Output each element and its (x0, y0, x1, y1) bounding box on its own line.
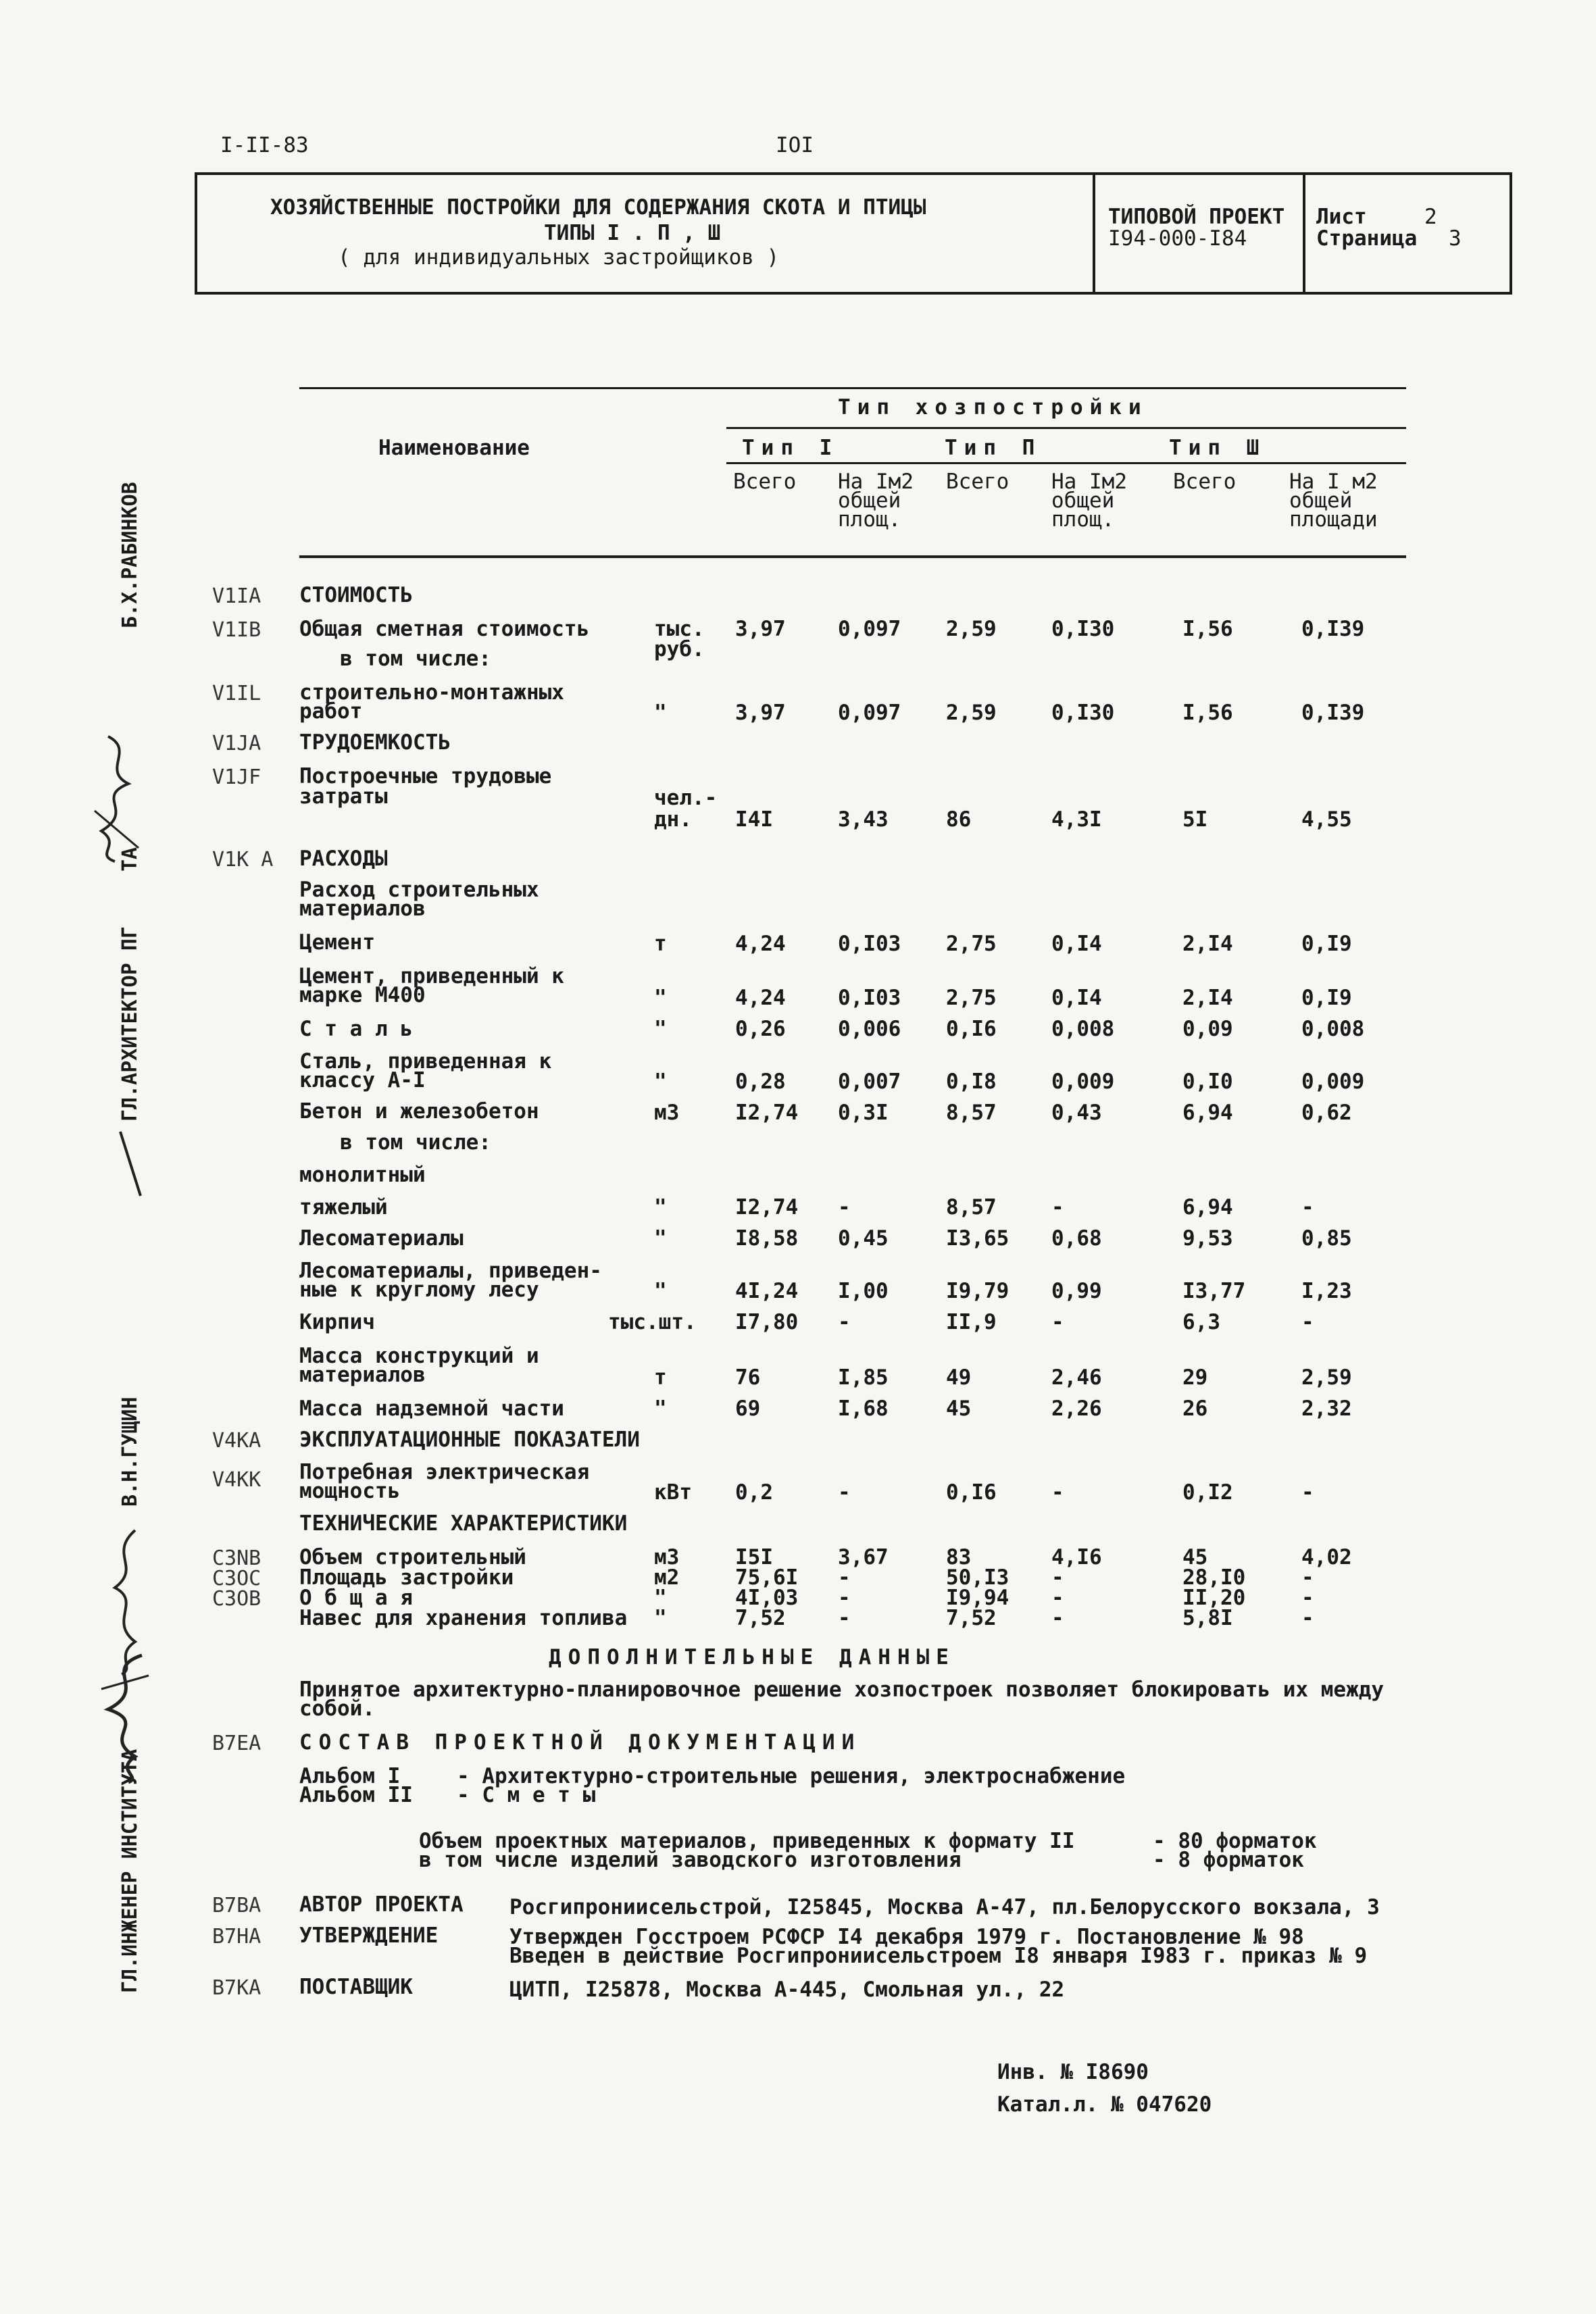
t1-per-m2-b: общей (838, 488, 901, 513)
t3-per-m2-b: общей (1289, 488, 1353, 513)
row-code: C3NB (212, 1546, 261, 1570)
volume-value-2: - 8 форматок (1153, 1848, 1304, 1872)
row-name: строительно-монтажных (299, 680, 564, 705)
row-unit: кВт (654, 1480, 692, 1505)
cell-t2-per-m2: - (1051, 1586, 1064, 1610)
row-unit: " (654, 986, 667, 1010)
cell-t2-total: 2,59 (946, 701, 997, 725)
cell-t2-total: 2,59 (946, 617, 997, 641)
project-label: ТИПОВОЙ ПРОЕКТ (1108, 205, 1285, 229)
row-unit: тыс.шт. (608, 1310, 697, 1334)
row-name: в том числе: (340, 647, 491, 671)
cell-t3-total: 0,09 (1182, 1017, 1233, 1041)
t3-per-m2-c: площади (1289, 507, 1378, 532)
row-name-2: материалов (299, 1363, 426, 1387)
margin-chief-architect: ГЛ.АРХИТЕКТОР ПГ (118, 926, 142, 1122)
composition-code: B7EA (212, 1732, 261, 1755)
row-name-2: марке М400 (299, 983, 426, 1007)
additional-heading: ДОПОЛНИТЕЛЬНЫЕ ДАННЫЕ (549, 1645, 955, 1669)
approval-code: B7HA (212, 1925, 261, 1948)
cell-t1-total: 4I,03 (735, 1586, 799, 1610)
cell-t3-per-m2: 0,I9 (1301, 986, 1352, 1010)
cell-t1-per-m2: - (838, 1310, 851, 1334)
volume-line-2: в том числе изделий заводского изготовления (419, 1848, 962, 1872)
approval-text-2: Введен в действие Росгипрониисельстроем I8 января I983 г. приказ № 9 (509, 1944, 1368, 1968)
cell-t2-total: 86 (946, 807, 972, 832)
row-code: V4KA (212, 1429, 261, 1453)
cell-t1-total: I2,74 (735, 1101, 799, 1125)
row-unit-2: дн. (654, 807, 692, 832)
cell-t2-total: 50,I3 (946, 1565, 1009, 1590)
name-column-header: Наименование (378, 436, 530, 460)
divider-slash (114, 1128, 147, 1207)
row-code: V1JA (212, 732, 261, 755)
row-name: С т а л ь (299, 1017, 413, 1041)
row-name: Навес для хранения топлива (299, 1606, 628, 1630)
title-line-2: ТИПЫ I . П , Ш (544, 221, 721, 245)
cell-t2-total: 8,57 (946, 1101, 997, 1125)
row-name: Цемент, приведенный к (299, 964, 564, 988)
cell-t2-per-m2: - (1051, 1480, 1064, 1505)
cell-t1-per-m2: 0,006 (838, 1017, 901, 1041)
cell-t1-per-m2: - (838, 1606, 851, 1630)
approval-text-1: Утвержден Госстроем РСФСР I4 декабря 1979 г. Постановление № 98 (509, 1925, 1304, 1949)
cell-t1-per-m2: - (838, 1586, 851, 1610)
album-2-label: Альбом II (299, 1783, 413, 1807)
cell-t3-per-m2: 0,I39 (1301, 617, 1365, 641)
cell-t3-total: 2,I4 (1182, 986, 1233, 1010)
cell-t1-total: I8,58 (735, 1226, 799, 1251)
cell-t3-per-m2: 2,32 (1301, 1397, 1352, 1421)
sheet-label: Лист (1316, 205, 1367, 229)
cell-t2-per-m2: 0,68 (1051, 1226, 1102, 1251)
t2-total-header: Всего (946, 470, 1009, 494)
cell-t1-per-m2: - (838, 1480, 851, 1505)
cell-t2-per-m2: 0,99 (1051, 1279, 1102, 1303)
cell-t2-per-m2: - (1051, 1310, 1064, 1334)
row-name: тяжелый (299, 1195, 388, 1219)
cell-t3-total: 6,94 (1182, 1101, 1233, 1125)
cell-t1-total: 75,6I (735, 1565, 799, 1590)
cell-t1-total: 0,2 (735, 1480, 773, 1505)
cell-t2-total: 0,I6 (946, 1480, 997, 1505)
cell-t1-per-m2: I,68 (838, 1397, 889, 1421)
row-name-2: классу А-I (299, 1068, 426, 1092)
margin-ta: ТА (118, 847, 142, 872)
cell-t3-per-m2: 0,I39 (1301, 701, 1365, 725)
approval-label: УТВЕРЖДЕНИЕ (299, 1923, 439, 1948)
author-label: АВТОР ПРОЕКТА (299, 1892, 464, 1917)
row-unit: " (654, 1397, 667, 1421)
cell-t2-per-m2: 0,I30 (1051, 701, 1115, 725)
cell-t2-per-m2: 4,I6 (1051, 1545, 1102, 1569)
cell-t2-per-m2: 0,009 (1051, 1070, 1115, 1094)
group-header: Тип хозпостройки (838, 395, 1148, 420)
inventory-number: Инв. № I8690 (997, 2060, 1149, 2084)
cell-t3-total: 6,94 (1182, 1195, 1233, 1219)
cell-t1-per-m2: 0,097 (838, 617, 901, 641)
row-unit: " (654, 1279, 667, 1303)
cell-t3-per-m2: 0,85 (1301, 1226, 1352, 1251)
cell-t2-total: 49 (946, 1365, 972, 1390)
row-unit-2: руб. (654, 637, 705, 661)
row-code: V1JF (212, 765, 261, 789)
row-code: V1IB (212, 618, 261, 642)
cell-t3-per-m2: 0,008 (1301, 1017, 1365, 1041)
t3-total-header: Всего (1173, 470, 1237, 494)
cell-t2-per-m2: - (1051, 1606, 1064, 1630)
cell-t3-per-m2: 2,59 (1301, 1365, 1352, 1390)
row-name: Объем строительный (299, 1545, 526, 1569)
t3-per-m2-a: На I м2 (1289, 470, 1378, 494)
row-code: V4KK (212, 1468, 261, 1492)
page-label: Страница (1316, 226, 1418, 251)
cell-t1-total: 4,24 (735, 986, 786, 1010)
cell-t3-total: 0,I2 (1182, 1480, 1233, 1505)
row-name: Потребная электрическая (299, 1460, 590, 1484)
cell-t3-total: 6,3 (1182, 1310, 1220, 1334)
row-name: ЭКСПЛУАТАЦИОННЫЕ ПОКАЗАТЕЛИ (299, 1428, 640, 1452)
row-name: Общая сметная стоимость (299, 617, 590, 641)
cell-t1-per-m2: I,85 (838, 1365, 889, 1390)
cell-t3-per-m2: - (1301, 1195, 1314, 1219)
cell-t3-total: 9,53 (1182, 1226, 1233, 1251)
additional-text-1: Принятое архитектурно-планировочное решение хозпостроек позволяет блокировать их между (299, 1678, 1385, 1702)
cell-t1-per-m2: 3,43 (838, 807, 889, 832)
row-unit: м3 (654, 1545, 680, 1569)
row-name: Построечные трудовые (299, 764, 552, 788)
row-name: Расход строительных (299, 878, 539, 902)
type3-header: Тип Ш (1169, 436, 1266, 460)
cell-t3-total: I,56 (1182, 701, 1233, 725)
cell-t1-total: I7,80 (735, 1310, 799, 1334)
cell-t1-per-m2: - (838, 1565, 851, 1590)
cell-t3-per-m2: - (1301, 1586, 1314, 1610)
t2-per-m2-c: площ. (1051, 507, 1115, 532)
cell-t1-total: 3,97 (735, 701, 786, 725)
row-unit: " (654, 1606, 667, 1630)
row-code: V1IL (212, 682, 261, 705)
margin-signature-rabinkov: Б.Х.РАБИНКОВ (118, 482, 142, 628)
album-2-text: - С м е т ы (457, 1783, 596, 1807)
row-name: Сталь, приведенная к (299, 1049, 552, 1074)
row-name: ТЕХНИЧЕСКИЕ ХАРАКТЕРИСТИКИ (299, 1511, 628, 1536)
cell-t2-per-m2: 0,008 (1051, 1017, 1115, 1041)
row-unit: " (654, 1226, 667, 1251)
t1-per-m2-a: На Iм2 (838, 470, 914, 494)
cell-t2-total: 2,75 (946, 986, 997, 1010)
row-unit: " (654, 1070, 667, 1094)
cell-t1-total: 69 (735, 1397, 761, 1421)
row-name-2: затраты (299, 784, 388, 809)
row-name: ТРУДОЕМКОСТЬ (299, 730, 451, 755)
cell-t2-total: 0,I6 (946, 1017, 997, 1041)
cell-t2-per-m2: 0,I4 (1051, 986, 1102, 1010)
album-1-label: Альбом I (299, 1764, 401, 1788)
row-unit: м2 (654, 1565, 680, 1590)
signature-3 (88, 1649, 162, 1788)
cell-t1-total: I5I (735, 1545, 773, 1569)
cell-t1-total: 76 (735, 1365, 761, 1390)
cell-t2-per-m2: 4,3I (1051, 807, 1102, 832)
type1-header: Тип I (742, 436, 839, 460)
cell-t1-total: 0,26 (735, 1017, 786, 1041)
cell-t3-per-m2: - (1301, 1310, 1314, 1334)
cell-t2-total: II,9 (946, 1310, 997, 1334)
row-unit: " (654, 1017, 667, 1041)
cell-t3-per-m2: - (1301, 1565, 1314, 1590)
row-unit: тыс. (654, 617, 705, 641)
cell-t2-total: I9,79 (946, 1279, 1009, 1303)
type2-header: Тип П (945, 436, 1042, 460)
row-unit: " (654, 1586, 667, 1610)
cell-t1-per-m2: 0,I03 (838, 986, 901, 1010)
row-name: Цемент (299, 930, 375, 955)
cell-t2-total: I3,65 (946, 1226, 1009, 1251)
row-unit: т (654, 932, 667, 956)
cell-t3-total: 45 (1182, 1545, 1208, 1569)
page-value: 3 (1449, 226, 1462, 251)
row-name: Площадь застройки (299, 1565, 514, 1590)
additional-text-2: собой. (299, 1696, 375, 1721)
cell-t1-per-m2: 0,3I (838, 1101, 889, 1125)
cell-t2-total: 0,I8 (946, 1070, 997, 1094)
row-name: Масса надземной части (299, 1397, 564, 1421)
cell-t2-per-m2: 0,I4 (1051, 932, 1102, 956)
cell-t2-per-m2: 2,26 (1051, 1397, 1102, 1421)
cell-t2-total: I9,94 (946, 1586, 1009, 1610)
cell-t2-total: 83 (946, 1545, 972, 1569)
row-name: Лесоматериалы (299, 1226, 464, 1251)
cell-t2-per-m2: - (1051, 1565, 1064, 1590)
row-name: Бетон и железобетон (299, 1099, 539, 1124)
cell-t1-per-m2: 3,67 (838, 1545, 889, 1569)
row-name: Лесоматериалы, приведен- (299, 1259, 602, 1283)
row-name-2: материалов (299, 897, 426, 921)
margin-chief-engineer: ГЛ.ИНЖЕНЕР ИНСТИТУТА (118, 1749, 142, 1993)
cell-t3-total: I,56 (1182, 617, 1233, 641)
cell-t3-total: II,20 (1182, 1586, 1246, 1610)
cell-t3-per-m2: 4,02 (1301, 1545, 1352, 1569)
row-code: C3OC (212, 1567, 261, 1590)
cell-t3-per-m2: 4,55 (1301, 807, 1352, 832)
row-code: V1K A (212, 848, 274, 872)
project-number: I94-000-I84 (1108, 226, 1247, 251)
row-name: Кирпич (299, 1310, 375, 1334)
row-name: РАСХОДЫ (299, 847, 388, 871)
cell-t3-total: 26 (1182, 1397, 1208, 1421)
author-code: B7BA (212, 1894, 261, 1917)
cell-t1-total: 0,28 (735, 1070, 786, 1094)
title-line-1: ХОЗЯЙСТВЕННЫЕ ПОСТРОЙКИ ДЛЯ СОДЕРЖАНИЯ СКОТА И ПТИЦЫ (270, 195, 926, 220)
row-unit: м3 (654, 1101, 680, 1125)
composition-heading: СОСТАВ ПРОЕКТНОЙ ДОКУМЕНТАЦИИ (299, 1730, 862, 1755)
cell-t3-per-m2: I,23 (1301, 1279, 1352, 1303)
t2-per-m2-b: общей (1051, 488, 1115, 513)
cell-t3-total: I3,77 (1182, 1279, 1246, 1303)
volume-value-1: - 80 форматок (1153, 1829, 1317, 1853)
cell-t3-per-m2: - (1301, 1480, 1314, 1505)
cell-t3-per-m2: 0,62 (1301, 1101, 1352, 1125)
t2-per-m2-a: На Iм2 (1051, 470, 1127, 494)
cell-t1-total: 3,97 (735, 617, 786, 641)
catalog-number: Катал.л. № 047620 (997, 2092, 1212, 2117)
cell-t1-per-m2: 0,I03 (838, 932, 901, 956)
row-name-2: мощность (299, 1479, 401, 1503)
row-code: V1IA (212, 584, 261, 608)
margin-gushchin: В.Н.ГУЩИН (118, 1397, 142, 1507)
cell-t3-total: 2,I4 (1182, 932, 1233, 956)
row-name: О б щ а я (299, 1586, 413, 1610)
title-line-3: ( для индивидуальных застройщиков ) (338, 245, 780, 270)
album-1-text: - Архитектурно-строительные решения, электроснабжение (457, 1764, 1126, 1788)
supplier-label: ПОСТАВЩИК (299, 1975, 413, 1999)
cell-t2-total: 2,75 (946, 932, 997, 956)
cell-t3-per-m2: - (1301, 1606, 1314, 1630)
cell-t2-per-m2: 0,43 (1051, 1101, 1102, 1125)
cell-t3-total: 5,8I (1182, 1606, 1233, 1630)
row-name: СТОИМОСТЬ (299, 583, 413, 607)
row-unit: т (654, 1365, 667, 1390)
cell-t2-total: 7,52 (946, 1606, 997, 1630)
cell-t3-per-m2: 0,I9 (1301, 932, 1352, 956)
cell-t3-total: 29 (1182, 1365, 1208, 1390)
row-name-2: ные к круглому лесу (299, 1278, 539, 1302)
cell-t1-per-m2: 0,007 (838, 1070, 901, 1094)
cell-t2-total: 45 (946, 1397, 972, 1421)
cell-t1-total: 4I,24 (735, 1279, 799, 1303)
cell-t3-total: 28,I0 (1182, 1565, 1246, 1590)
cell-t2-total: 8,57 (946, 1195, 997, 1219)
cell-t2-per-m2: 2,46 (1051, 1365, 1102, 1390)
row-unit: чел.- (654, 786, 718, 810)
page-number: IOI (776, 133, 814, 157)
sheet-value: 2 (1424, 205, 1437, 229)
row-unit: " (654, 1195, 667, 1219)
volume-line-1: Объем проектных материалов, приведенных к формату II (419, 1829, 1075, 1853)
t1-total-header: Всего (733, 470, 797, 494)
cell-t1-total: 4,24 (735, 932, 786, 956)
cell-t1-per-m2: 0,097 (838, 701, 901, 725)
cell-t1-total: 7,52 (735, 1606, 786, 1630)
author-text: Росгипрониисельстрой, I25845, Москва А-47, пл.Белорусского вокзала, 3 (509, 1895, 1380, 1919)
cell-t2-per-m2: - (1051, 1195, 1064, 1219)
cell-t1-per-m2: - (838, 1195, 851, 1219)
row-name: монолитный (299, 1163, 426, 1187)
cell-t1-total: I4I (735, 807, 773, 832)
row-name: в том числе: (340, 1130, 491, 1155)
cell-t2-per-m2: 0,I30 (1051, 617, 1115, 641)
cell-t3-total: 5I (1182, 807, 1208, 832)
cell-t1-total: I2,74 (735, 1195, 799, 1219)
row-name-2: работ (299, 699, 363, 724)
cell-t1-per-m2: I,00 (838, 1279, 889, 1303)
supplier-code: B7KA (212, 1976, 261, 2000)
doc-code: I-II-83 (220, 133, 309, 157)
row-code: C3OB (212, 1587, 261, 1611)
row-unit: " (654, 701, 667, 725)
t1-per-m2-c: площ. (838, 507, 901, 532)
cell-t3-per-m2: 0,009 (1301, 1070, 1365, 1094)
row-name: Масса конструкций и (299, 1344, 539, 1368)
cell-t3-total: 0,I0 (1182, 1070, 1233, 1094)
supplier-text: ЦИТП, I25878, Москва А-445, Смольная ул., 22 (509, 1978, 1065, 2002)
cell-t1-per-m2: 0,45 (838, 1226, 889, 1251)
